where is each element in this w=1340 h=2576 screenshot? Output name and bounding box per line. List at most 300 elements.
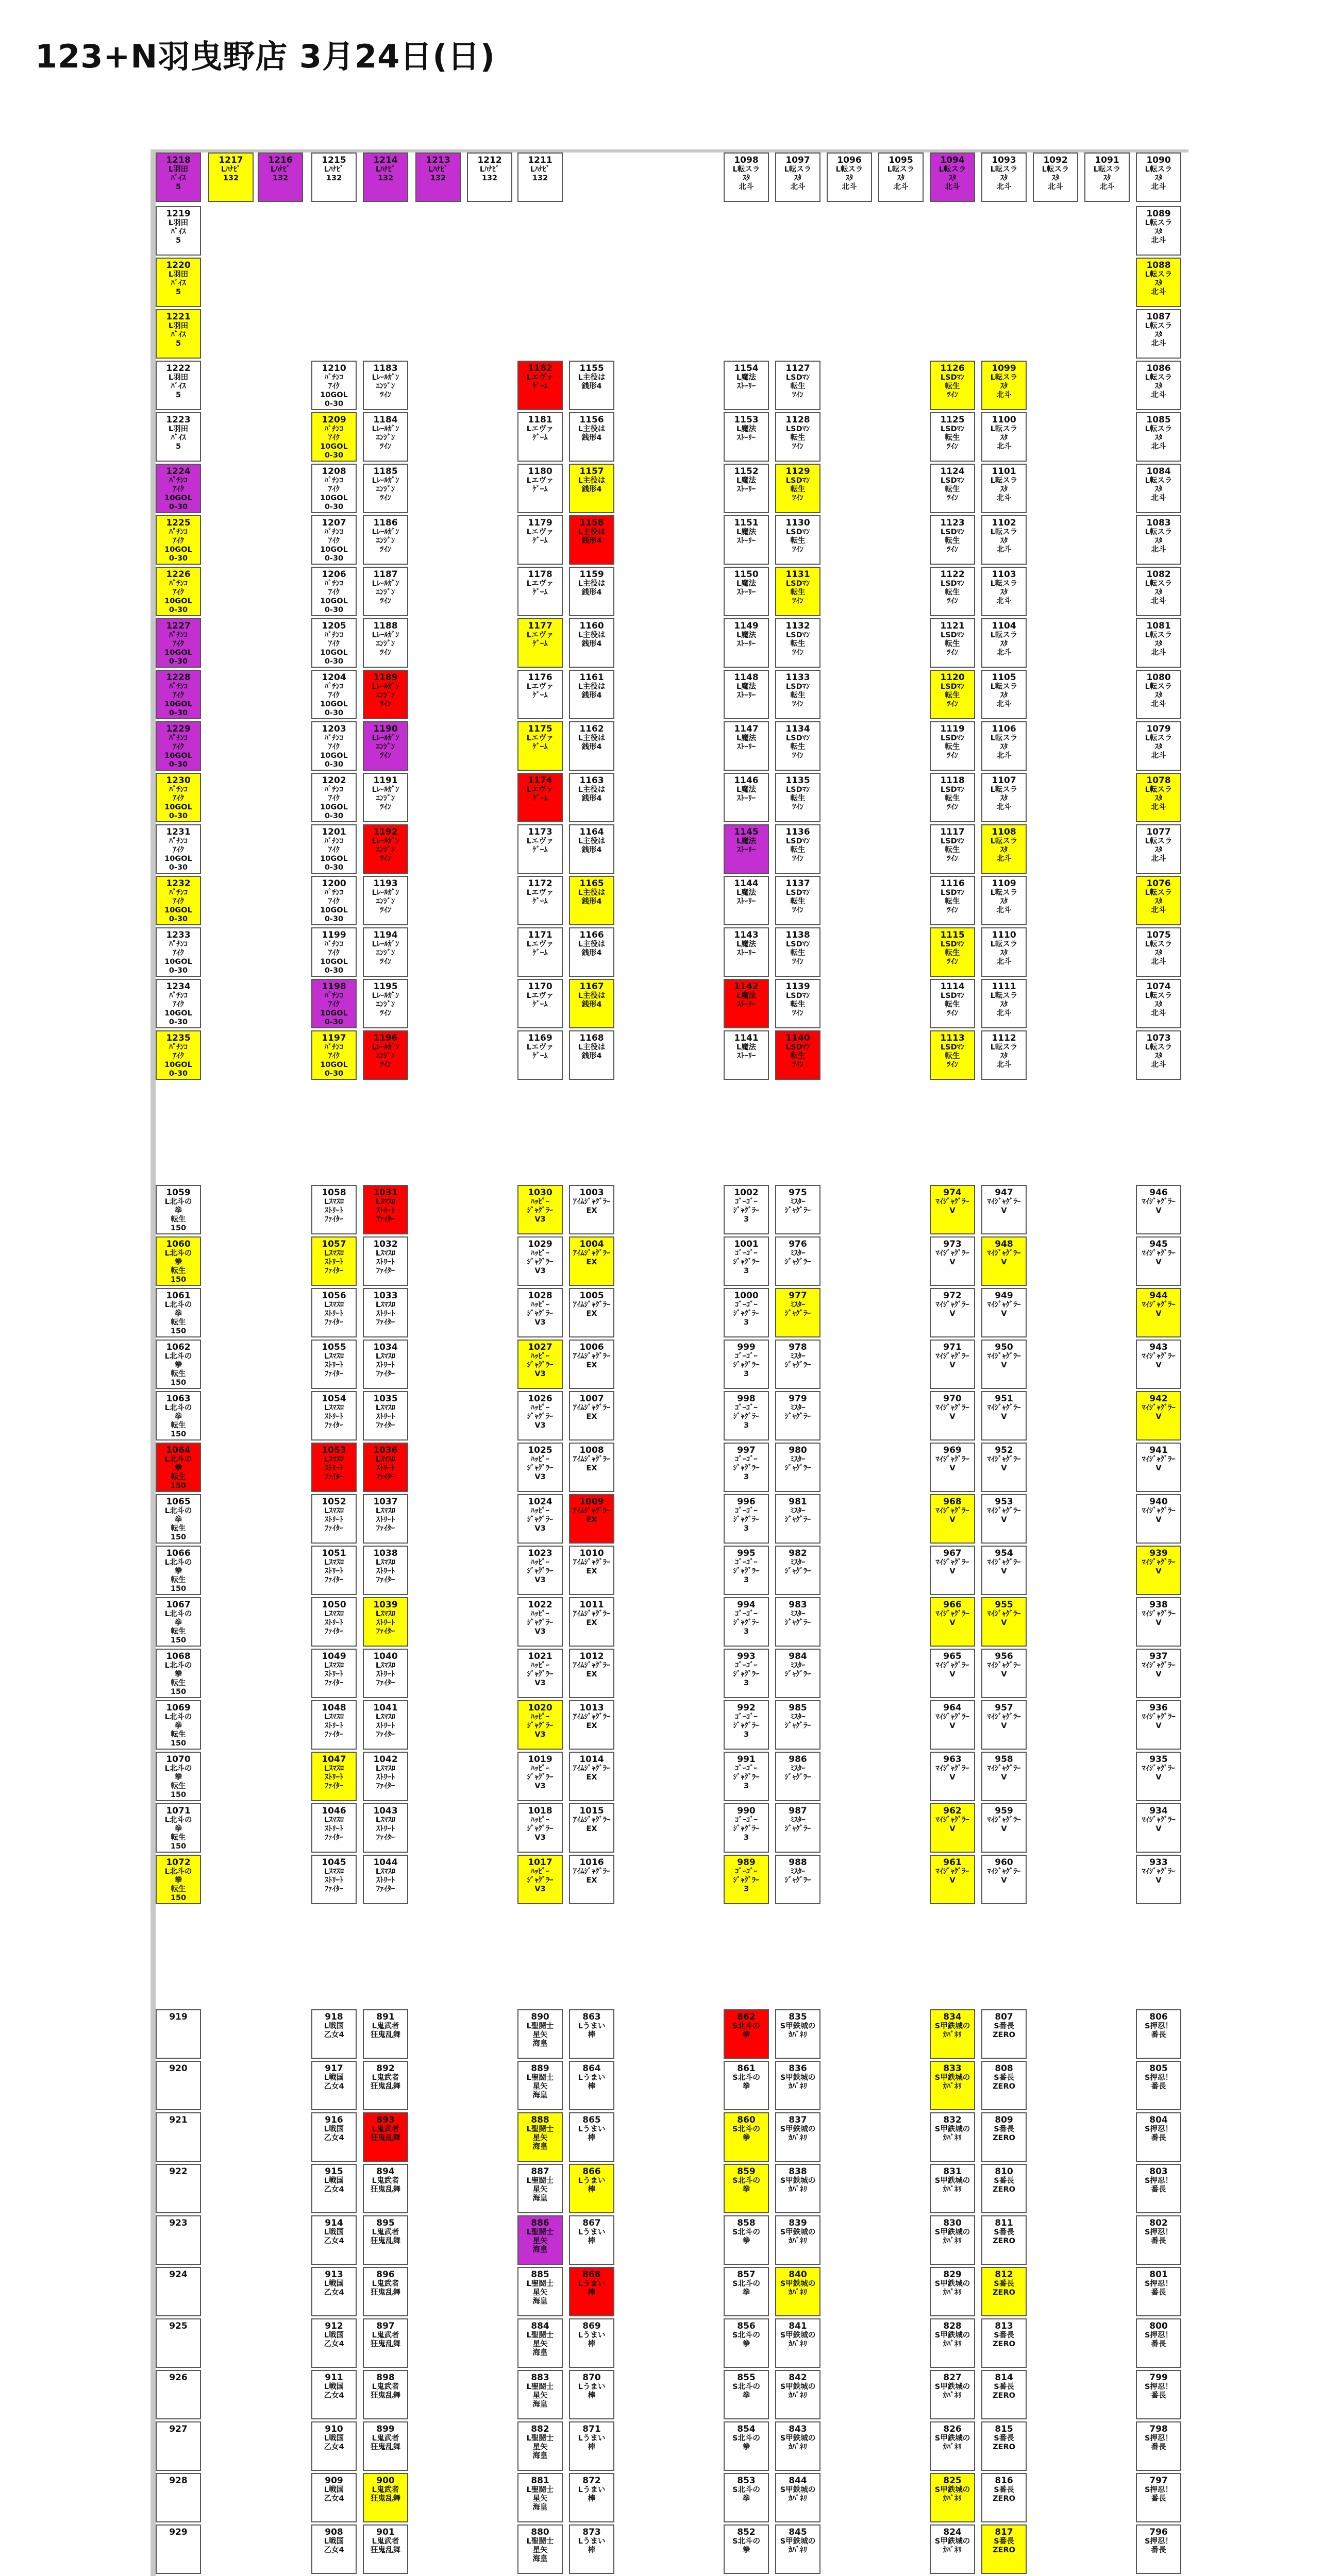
machine-name: S北斗の 拳 [732,2434,760,2451]
machine-name: ﾏｲｼﾞｬｸﾞﾗｰ V [987,1507,1021,1524]
machine-name: ﾊﾟﾁﾝｺ ｱｲｸ 10GOL 0-30 [164,528,192,563]
machine-cell [569,2009,614,2059]
machine-cell [981,2318,1027,2368]
machine-name: Lｽﾏｽﾛ ｽﾄﾘｰﾄ ﾌｧｲﾀｰ [324,1507,344,1533]
machine-number: 817 [995,2527,1013,2537]
machine-name: L転スラ ｽﾀ 北斗 [1145,786,1172,811]
machine-name: Lうまい 棒 [578,2177,606,2194]
machine-cell [311,2318,357,2368]
machine-number: 1187 [373,569,398,580]
machine-name: ｱｲﾑｼﾞｬｸﾞﾗｰ EX [573,1455,611,1472]
machine-cell [311,2524,357,2574]
machine-number: 961 [943,1857,962,1868]
machine-cell [724,2009,769,2059]
page-title: 123+N羽曳野店 3月24日(日) [35,38,495,75]
machine-number: 1092 [1043,155,1068,165]
machine-cell [156,1494,201,1544]
machine-number: 881 [531,2476,549,2486]
machine-cell [311,1803,357,1853]
machine-cell [724,412,769,462]
machine-name: Lｽﾏｽﾛ ｽﾄﾘｰﾄ ﾌｧｲﾀｰ [375,1507,396,1533]
machine-number: 1041 [373,1703,398,1713]
machine-cell [930,1855,975,1904]
machine-number: 1228 [166,672,191,683]
machine-name: ﾏｲｼﾞｬｸﾞﾗｰ V [1142,1507,1176,1524]
machine-cell [930,1391,975,1440]
machine-cell [311,979,357,1028]
machine-number: 1214 [373,155,398,165]
machine-number: 1043 [373,1806,398,1816]
machine-name: ﾊﾟﾁﾝｺ ｱｲｸ 10GOL 0-30 [164,683,192,717]
machine-number: 929 [169,2527,188,2537]
machine-number: 1184 [373,415,398,425]
machine-cell [311,412,357,462]
machine-number: 1128 [785,415,810,425]
machine-cell [775,927,820,977]
machine-cell [569,1546,614,1595]
machine-cell [517,773,563,822]
machine-number: 963 [943,1754,962,1765]
machine-name: ﾐｽﾀｰ ｼﾞｬｸﾞﾗｰ [784,1301,811,1318]
machine-name: ﾏｲｼﾞｬｸﾞﾗｰ V [1142,1249,1176,1266]
machine-name: Lｽﾏｽﾛ ｽﾄﾘｰﾄ ﾌｧｲﾀｰ [375,1404,396,1430]
machine-cell [517,412,563,462]
machine-name: L主役は 銭形4 [578,992,606,1009]
machine-name: ﾏｲｼﾞｬｸﾞﾗｰ V [935,1507,969,1524]
machine-cell [311,2164,357,2213]
machine-cell [311,361,357,410]
machine-cell [311,2009,357,2059]
machine-cell [569,618,614,668]
machine-name: ﾏｲｼﾞｬｸﾞﾗｰ V [935,1868,969,1885]
machine-name: ﾊﾟﾁﾝｺ ｱｲｸ 10GOL 0-30 [164,734,192,769]
machine-number: 1148 [734,672,759,683]
machine-cell [569,2473,614,2522]
machine-name: S甲鉄城の ｶﾊﾞﾈﾘ [780,2228,816,2245]
machine-cell [775,2215,820,2265]
machine-number: 1125 [940,415,965,425]
machine-name: L羽田 ﾊﾞｲｽ 5 [168,425,189,451]
machine-number: 1176 [528,672,552,683]
machine-cell [775,1185,820,1234]
machine-name: ﾏｲｼﾞｬｸﾞﾗｰ V [935,1816,969,1833]
machine-number: 1123 [940,518,965,528]
machine-cell [930,1752,975,1801]
machine-cell [930,876,975,925]
machine-name: LSDﾏﾝ 転生 ﾂｲﾝ [785,889,810,914]
machine-cell [208,152,254,202]
machine-name: L転スラ ｽﾀ 北斗 [939,165,966,191]
machine-name: L転スラ ｽﾀ 北斗 [990,165,1018,191]
machine-number: 1015 [579,1806,604,1816]
machine-number: 897 [376,2321,395,2331]
machine-cell [517,515,563,565]
machine-cell [981,464,1027,513]
machine-number: 1096 [837,155,862,165]
machine-number: 839 [789,2218,807,2228]
machine-name: Lﾚｰﾙｶﾞﾝ ｴﾝｼﾞﾝ ﾂｲﾝ [372,631,399,657]
machine-name: L聖闘士 星矢 海皇 [526,2280,554,2306]
machine-cell [569,721,614,771]
machine-name: LSDﾏﾝ 転生 ﾂｲﾝ [940,631,965,657]
machine-number: 1142 [734,981,759,992]
machine-cell [1136,412,1181,462]
machine-cell [981,670,1027,719]
machine-cell [1136,152,1181,202]
machine-name: S北斗の 拳 [732,2022,760,2039]
machine-name: ﾊﾟﾁﾝｺ ｱｲｸ 10GOL 0-30 [320,940,348,975]
machine-name: ﾊｯﾋﾟｰ ｼﾞｬｸﾞﾗｰ V3 [527,1455,554,1481]
machine-cell [156,1649,201,1698]
machine-cell [930,2370,975,2419]
machine-cell [1136,206,1181,256]
machine-number: 890 [531,2012,549,2022]
machine-number: 933 [1149,1857,1168,1868]
machine-number: 1134 [785,724,810,734]
machine-number: 953 [995,1497,1013,1507]
machine-number: 1025 [528,1445,552,1455]
machine-cell [930,2215,975,2265]
machine-cell [1136,1597,1181,1647]
machine-name: ｱｲﾑｼﾞｬｸﾞﾗｰ EX [573,1558,611,1575]
machine-cell [363,773,408,822]
machine-name: Lﾚｰﾙｶﾞﾝ ｴﾝｼﾞﾝ ﾂｲﾝ [372,837,399,863]
machine-name: ﾏｲｼﾞｬｸﾞﾗｰ V [1142,1868,1176,1885]
machine-number: 1101 [992,466,1016,477]
machine-number: 1048 [322,1703,346,1713]
machine-number: 813 [995,2321,1013,2331]
machine-name: L戦国 乙女4 [324,2228,344,2245]
machine-cell [311,824,357,874]
machine-cell [363,2421,408,2471]
machine-number: 1035 [373,1394,398,1404]
machine-number: 938 [1149,1600,1168,1610]
machine-cell [517,721,563,771]
machine-name: LSDﾏﾝ 転生 ﾂｲﾝ [785,992,810,1018]
machine-name: ﾏｲｼﾞｬｸﾞﾗｰ V [987,1868,1021,1885]
machine-cell [724,1288,769,1337]
machine-cell [775,1803,820,1853]
machine-cell [724,2164,769,2213]
machine-number: 1059 [166,1188,191,1198]
machine-number: 990 [737,1806,756,1816]
machine-name: LSDﾏﾝ 転生 ﾂｲﾝ [785,374,810,399]
machine-cell [363,1597,408,1647]
machine-name: ﾐｽﾀｰ ｼﾞｬｸﾞﾗｰ [784,1558,811,1575]
machine-number: 861 [737,2063,756,2074]
machine-cell [517,1391,563,1440]
machine-name: L羽田 ﾊﾞｲｽ 5 [168,165,189,191]
machine-number: 859 [737,2166,756,2177]
machine-name: Lうまい 棒 [578,2537,606,2554]
machine-cell [1136,2318,1181,2368]
machine-cell [569,515,614,565]
machine-number: 1215 [322,155,346,165]
machine-cell [363,1494,408,1544]
machine-cell [930,1546,975,1595]
machine-number: 1165 [579,878,604,889]
machine-number: 1040 [373,1651,398,1662]
machine-name: L戦国 乙女4 [324,2331,344,2348]
machine-name: L主役は 銭形4 [578,734,606,751]
machine-cell [1033,152,1078,202]
machine-cell [517,2318,563,2368]
machine-name: Lｽﾏｽﾛ ｽﾄﾘｰﾄ ﾌｧｲﾀｰ [375,1816,396,1842]
machine-cell [981,2112,1027,2162]
machine-cell [930,618,975,668]
machine-number: 1191 [373,775,398,786]
machine-name: ﾊﾟﾁﾝｺ ｱｲｸ 10GOL 0-30 [164,940,192,975]
machine-number: 942 [1149,1394,1168,1404]
machine-name: ｱｲﾑｼﾞｬｸﾞﾗｰ EX [573,1249,611,1266]
machine-name: LSDﾏﾝ 転生 ﾂｲﾝ [940,940,965,966]
machine-cell [724,2061,769,2110]
machine-number: 1071 [166,1806,191,1816]
machine-name: ﾏｲｼﾞｬｸﾞﾗｰ V [935,1249,969,1266]
machine-number: 1131 [785,569,810,580]
machine-cell [156,1597,201,1647]
machine-cell [930,515,975,565]
machine-number: 1232 [166,878,191,889]
machine-name: L戦国 乙女4 [324,2074,344,2091]
machine-name: L転スラ ｽﾀ 北斗 [1145,1043,1172,1069]
machine-name: L転スラ ｽﾀ 北斗 [1145,683,1172,708]
machine-number: 1052 [322,1497,346,1507]
machine-name: ﾊﾟﾁﾝｺ ｱｲｸ 10GOL 0-30 [320,837,348,872]
machine-cell [930,2473,975,2522]
machine-name: ﾊﾟﾁﾝｺ ｱｲｸ 10GOL 0-30 [320,786,348,820]
machine-number: 807 [995,2012,1013,2022]
machine-number: 1068 [166,1651,191,1662]
machine-name: LSDﾏﾝ 転生 ﾂｲﾝ [940,889,965,914]
machine-name: ﾊｯﾋﾟｰ ｼﾞｬｸﾞﾗｰ V3 [527,1249,554,1275]
machine-cell [724,2473,769,2522]
machine-cell [517,464,563,513]
machine-number: 999 [737,1342,756,1352]
machine-name: ｺﾞｰｺﾞｰ ｼﾞｬｸﾞﾗｰ 3 [733,1610,760,1636]
machine-number: 1203 [322,724,346,734]
machine-cell [775,2061,820,2110]
machine-cell [363,1700,408,1750]
machine-cell [311,1391,357,1440]
machine-name: S押忍！ 番長 [1145,2537,1172,2554]
machine-number: 1004 [579,1239,604,1249]
machine-number: 997 [737,1445,756,1455]
machine-number: 995 [737,1548,756,1558]
machine-name: L転スラ ｽﾀ 北斗 [990,734,1018,760]
machine-cell [724,618,769,668]
machine-number: 1162 [579,724,604,734]
machine-name: L主役は 銭形4 [578,528,606,545]
machine-number: 1062 [166,1342,191,1352]
machine-number: 1021 [528,1651,552,1662]
machine-number: 1054 [322,1394,346,1404]
machine-number: 1220 [166,260,191,270]
machine-name: ﾐｽﾀｰ ｼﾞｬｸﾞﾗｰ [784,1713,811,1730]
machine-number: 834 [943,2012,962,2022]
machine-cell [981,412,1027,462]
machine-cell [258,152,303,202]
machine-cell [981,2421,1027,2471]
machine-cell [569,2112,614,2162]
machine-number: 943 [1149,1342,1168,1352]
machine-number: 1058 [322,1188,346,1198]
machine-cell [156,1391,201,1440]
machine-name: ｺﾞｰｺﾞｰ ｼﾞｬｸﾞﾗｰ 3 [733,1765,760,1790]
machine-name: L転スラ ｽﾀ 北斗 [990,425,1018,451]
machine-name: LSDﾏﾝ 転生 ﾂｲﾝ [785,580,810,605]
machine-number: 1104 [992,621,1016,631]
machine-name: ﾏｲｼﾞｬｸﾞﾗｰ V [987,1249,1021,1266]
machine-name: L聖闘士 星矢 海皇 [526,2228,554,2254]
machine-number: 1024 [528,1497,552,1507]
machine-cell [1136,1752,1181,1801]
machine-number: 949 [995,1291,1013,1301]
machine-number: 1130 [785,518,810,528]
machine-name: LSDﾏﾝ 転生 ﾂｲﾝ [940,580,965,605]
machine-cell [156,2164,201,2213]
machine-number: 1147 [734,724,759,734]
machine-cell [724,824,769,874]
machine-cell [156,1752,201,1801]
machine-name: LSDﾏﾝ 転生 ﾂｲﾝ [940,477,965,502]
machine-cell [569,1443,614,1492]
machine-name: LSDﾏﾝ 転生 ﾂｲﾝ [785,734,810,760]
machine-name: S甲鉄城の ｶﾊﾞﾈﾘ [934,2434,970,2451]
machine-cell [775,1649,820,1698]
machine-number: 1036 [373,1445,398,1455]
machine-number: 951 [995,1394,1013,1404]
machine-name: L魔法 ｽﾄｰﾘｰ [736,1043,757,1060]
machine-name: Lﾚｰﾙｶﾞﾝ ｴﾝｼﾞﾝ ﾂｲﾝ [372,1043,399,1069]
machine-number: 1053 [322,1445,346,1455]
machine-name: Lﾚｰﾙｶﾞﾝ ｴﾝｼﾞﾝ ﾂｲﾝ [372,734,399,760]
machine-cell [311,670,357,719]
machine-cell [311,1443,357,1492]
machine-number: 1221 [166,312,191,322]
machine-number: 853 [737,2476,756,2486]
machine-cell [930,1443,975,1492]
machine-cell [311,2421,357,2471]
machine-number: 1199 [322,930,346,940]
machine-name: S押忍！ 番長 [1145,2125,1172,2142]
machine-name: L戦国 乙女4 [324,2125,344,2142]
machine-name: LSDﾏﾝ 転生 ﾂｲﾝ [940,837,965,863]
machine-cell [827,152,872,202]
machine-name: S北斗の 拳 [732,2537,760,2554]
machine-number: 1044 [373,1857,398,1868]
machine-name: S甲鉄城の ｶﾊﾞﾈﾘ [934,2331,970,2348]
machine-number: 944 [1149,1291,1168,1301]
machine-number: 1161 [579,672,604,683]
machine-name: Lｽﾏｽﾛ ｽﾄﾘｰﾄ ﾌｧｲﾀｰ [324,1765,344,1790]
machine-name: ﾊﾟﾁﾝｺ ｱｲｸ 10GOL 0-30 [164,992,192,1026]
machine-number: 1001 [734,1239,759,1249]
machine-number: 967 [943,1548,962,1558]
machine-name: S押忍！ 番長 [1145,2074,1172,2091]
machine-name: S番長 ZERO [993,2074,1015,2091]
machine-name: ﾏｲｼﾞｬｸﾞﾗｰ V [987,1301,1021,1318]
machine-cell [981,1443,1027,1492]
machine-number: 1085 [1146,415,1171,425]
machine-name: Lエヴァ ｹﾞｰﾑ [526,786,554,803]
machine-cell [981,979,1027,1028]
machine-name: S押忍！ 番長 [1145,2331,1172,2348]
machine-cell [775,2318,820,2368]
machine-name: L聖闘士 星矢 海皇 [526,2434,554,2460]
machine-name: L転スラ ｽﾀ 北斗 [1145,374,1172,399]
machine-cell [775,2164,820,2213]
machine-number: 1231 [166,827,191,837]
machine-name: S北斗の 拳 [732,2125,760,2142]
machine-cell [569,1855,614,1904]
machine-name: L北斗の 拳 転生 150 [164,1558,192,1593]
machine-number: 1038 [373,1548,398,1558]
machine-cell [517,927,563,977]
machine-cell [569,2215,614,2265]
machine-number: 1030 [528,1188,552,1198]
machine-number: 987 [789,1806,807,1816]
machine-number: 1124 [940,466,965,477]
machine-cell [930,773,975,822]
machine-number: 1075 [1146,930,1171,940]
machine-name: L魔法 ｽﾄｰﾘｰ [736,889,757,906]
machine-cell [775,567,820,616]
machine-number: 1093 [992,155,1016,165]
machine-name: S番長 ZERO [993,2280,1015,2297]
machine-number: 985 [789,1703,807,1713]
machine-number: 887 [531,2166,549,2177]
machine-number: 1027 [528,1342,552,1352]
machine-cell [156,567,201,616]
machine-number: 1118 [940,775,965,786]
machine-name: Lﾚｰﾙｶﾞﾝ ｴﾝｼﾞﾝ ﾂｲﾝ [372,683,399,708]
machine-number: 1006 [579,1342,604,1352]
machine-name: ﾊﾟﾁﾝｺ ｱｲｸ 10GOL 0-30 [320,1043,348,1078]
machine-cell [1136,2267,1181,2316]
machine-number: 799 [1149,2372,1168,2383]
machine-cell [724,2524,769,2574]
machine-name: ﾏｲｼﾞｬｸﾞﾗｰ V [987,1610,1021,1627]
machine-name: L鬼武者 狂鬼乱舞 [371,2177,400,2194]
machine-number: 816 [995,2476,1013,2486]
machine-cell [1136,1288,1181,1337]
machine-cell [311,2267,357,2316]
machine-name: ﾊﾟﾁﾝｺ ｱｲｸ 10GOL 0-30 [320,631,348,666]
machine-number: 865 [582,2115,601,2125]
machine-number: 900 [376,2476,395,2486]
machine-cell [1136,1803,1181,1853]
machine-cell [981,2370,1027,2419]
machine-name: Lエヴァ ｹﾞｰﾑ [526,889,554,906]
machine-name: ｱｲﾑｼﾞｬｸﾞﾗｰ EX [573,1662,611,1679]
machine-number: 1046 [322,1806,346,1816]
machine-number: 973 [943,1239,962,1249]
machine-number: 955 [995,1600,1013,1610]
machine-name: S番長 ZERO [993,2537,1015,2554]
machine-number: 1045 [322,1857,346,1868]
machine-cell [1136,2009,1181,2059]
machine-number: 1146 [734,775,759,786]
machine-cell [517,618,563,668]
machine-number: 845 [789,2527,807,2537]
machine-cell [1136,567,1181,616]
machine-number: 940 [1149,1497,1168,1507]
machine-number: 1204 [322,672,346,683]
machine-cell [569,1803,614,1853]
machine-name: Lﾚｰﾙｶﾞﾝ ｴﾝｼﾞﾝ ﾂｲﾝ [372,374,399,399]
machine-name: Lｽﾏｽﾛ ｽﾄﾘｰﾄ ﾌｧｲﾀｰ [324,1662,344,1687]
